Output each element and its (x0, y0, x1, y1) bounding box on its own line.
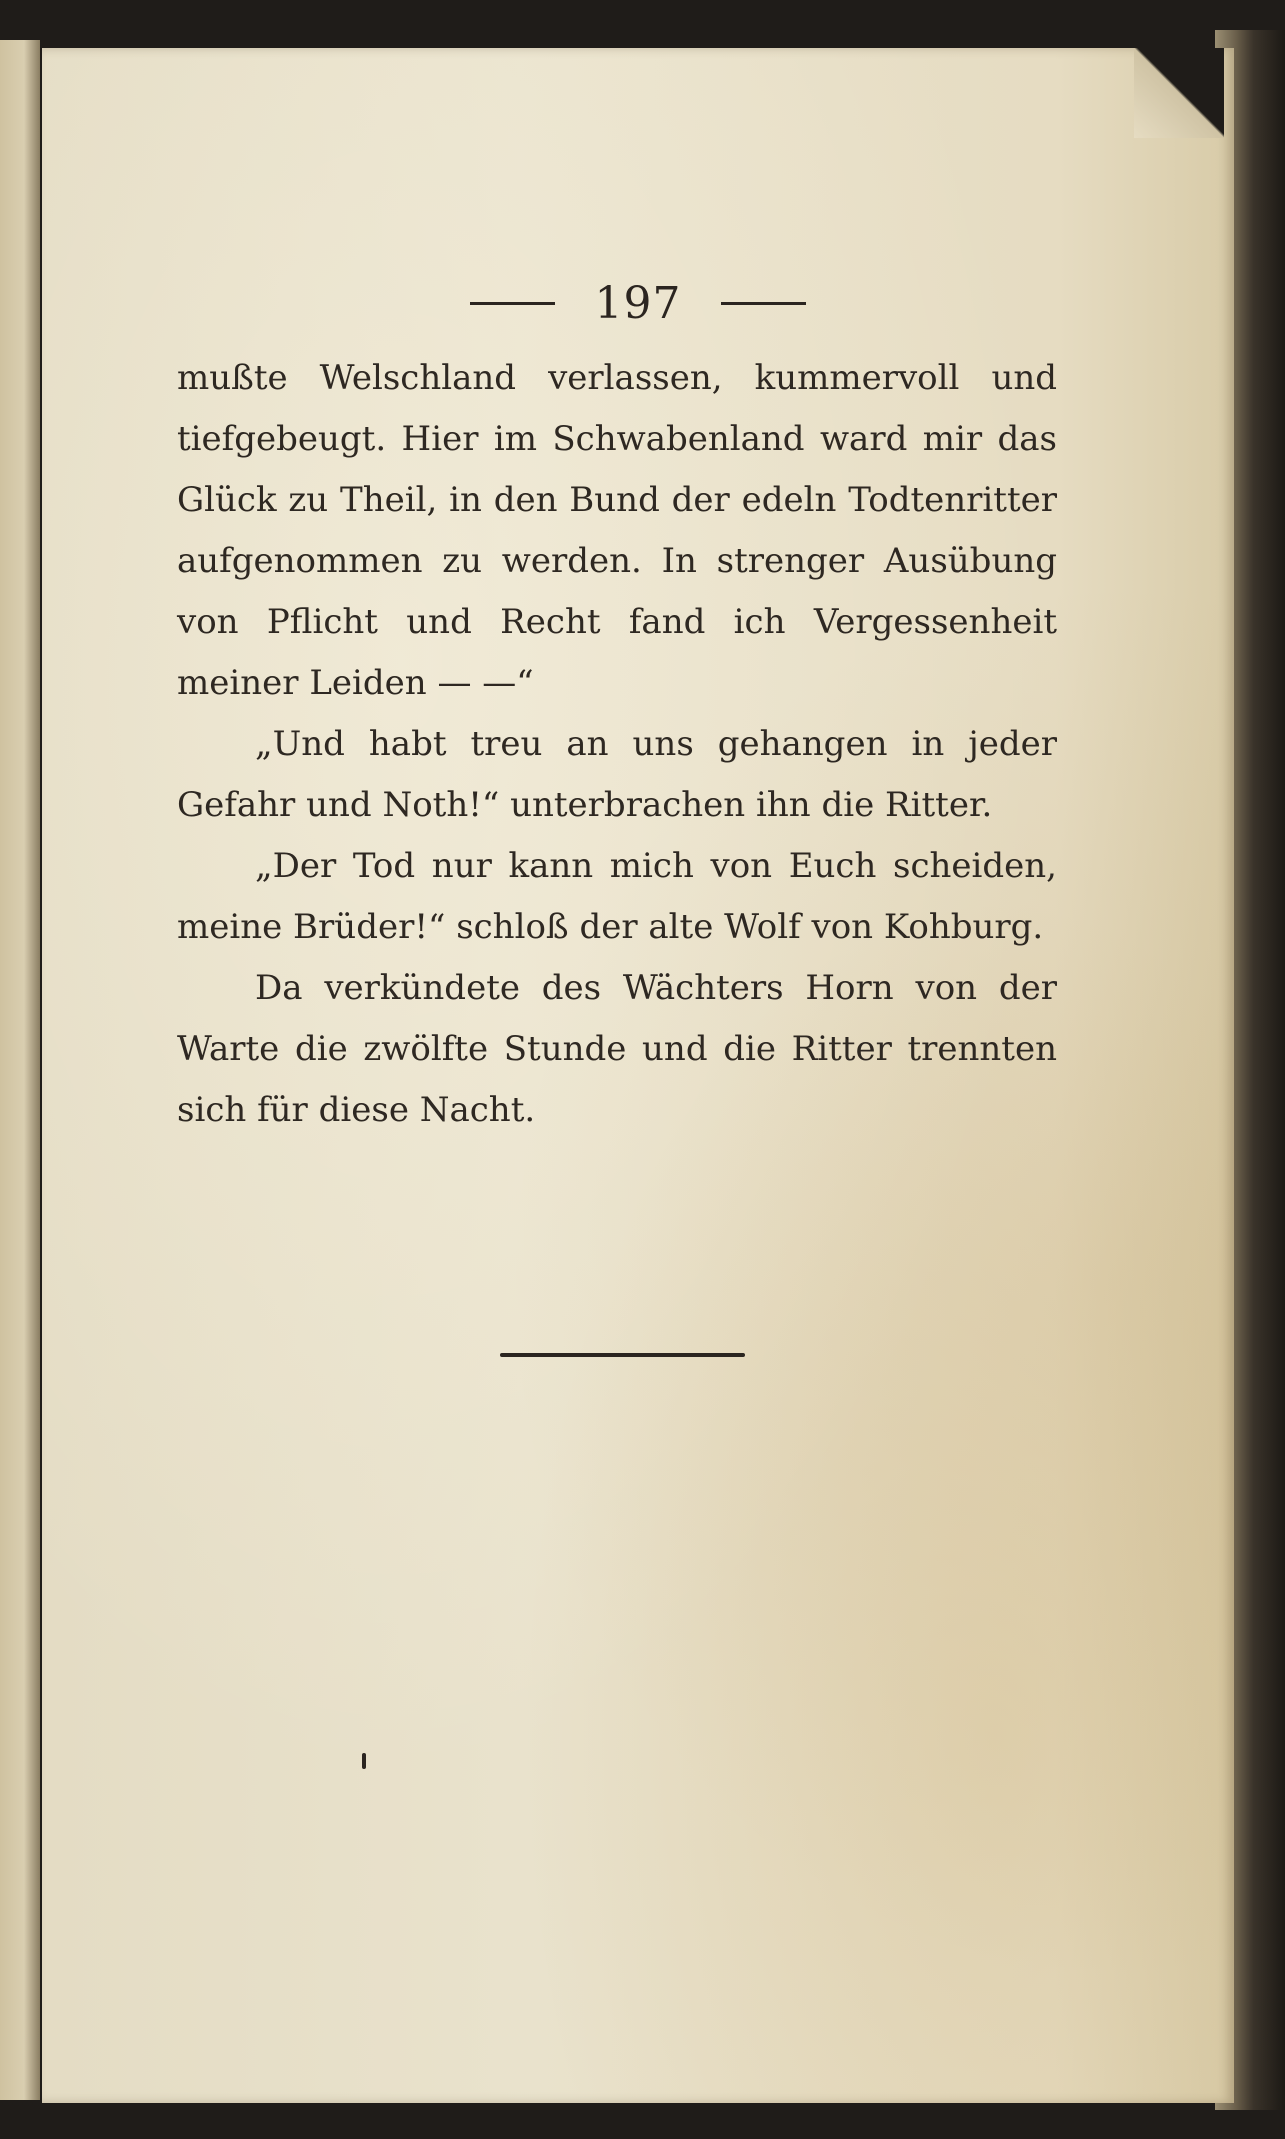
page-header (42, 268, 1234, 338)
dog-ear-corner (1134, 48, 1224, 138)
chapter-end-rule (500, 1353, 745, 1357)
body-text (177, 348, 1057, 1141)
ink-speck (362, 1753, 366, 1769)
paragraph: mußte Welschland verlassen, kummervoll und tiefgebeugt. Hier im Schwabenland ward mir das Glück zu Theil, in den Bund der edeln Todtenritter aufgenommen zu werden. In strenger Ausübung von Pflicht und Recht fand ich Vergessenheit meiner Leiden — —“ (177, 358, 1057, 703)
adjacent-page-edge (0, 40, 40, 2100)
paragraph: Da verkündete des Wächters Horn von der Warte die zwölfte Stunde und die Ritter trennten sich für diese Nacht. (177, 968, 1057, 1130)
paragraph: „Der Tod nur kann mich von Euch scheiden, meine Brüder!“ schloß der alte Wolf von Kohburg. (177, 846, 1057, 947)
page-number: 197 (594, 277, 682, 329)
book-page (42, 48, 1234, 2103)
header-rule-left (470, 302, 555, 305)
paragraph: „Und habt treu an uns gehangen in jeder Gefahr und Noth!“ unterbrachen ihn die Ritter. (177, 724, 1057, 825)
header-rule-right (721, 302, 806, 305)
